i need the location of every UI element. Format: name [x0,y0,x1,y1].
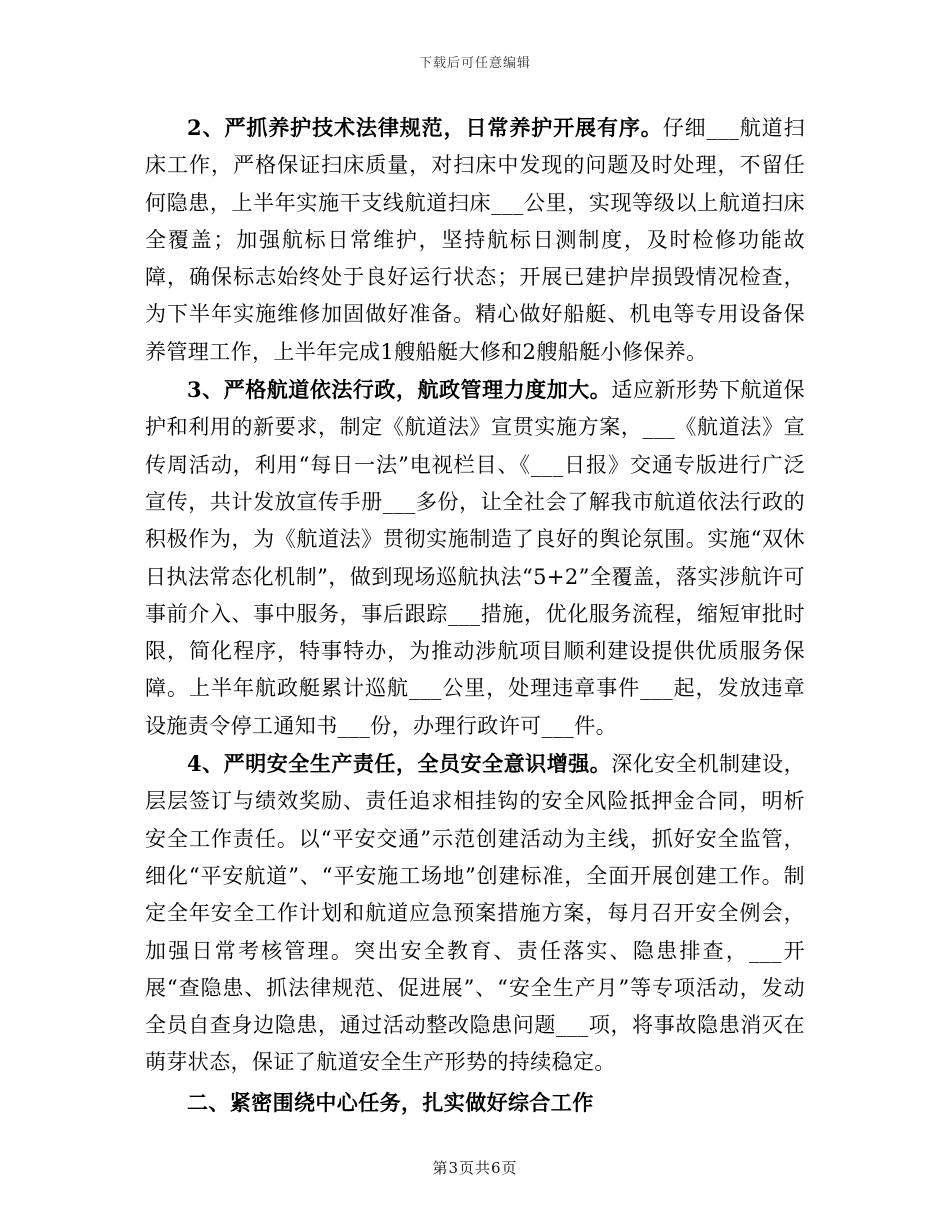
paragraph-text: 深化安全机制建设，层层签订与绩效奖励、责任追求相挂钩的安全风险抵押金合同，明析安全工作责任。以“平安交通”示范创建活动为主线，抓好安全监管，细化“平安航道”、“平安施工场地”创建标准，全面开展创建工作。制定全年安全工作计划和航道应急预案措施方案，每月召开安全例会，加强日常考核管理。突出安全教育、责任落实、隐患排查，___开展“查隐患、抓法律规范、促进展”、“安全生产月”等专项活动，发动全员自查身边隐患，通过活动整改隐患问题___项，将事故隐患消灭在萌芽状态，保证了航道安全生产形势的持续稳定。 [145,752,805,1075]
paragraph-administration [145,371,805,745]
paragraph-safety [145,745,805,1082]
paragraph-maintenance [145,109,805,371]
paragraph-lead: 2、严抓养护技术法律规范，日常养护开展有序。 [187,115,663,140]
paragraph-lead: 4、严明安全生产责任，全员安全意识增强。 [187,751,612,777]
document-body [145,109,805,1121]
paragraph-text: 仔细___航道扫床工作，严格保证扫床质量，对扫床中发现的问题及时处理，不留任何隐患，上半年实施干支线航道扫床___公里，实现等级以上航道扫床全覆盖；加强航标日常维护，坚持航标日测制度，及时检修功能故障，确保标志始终处于良好运行状态；开展已建护岸损毁情况检查，为下半年实施维修加固做好准备。精心做好船艇、机电等专用设备保养管理工作，上半年完成1艘船艇大修和2艘船艇小修保养。 [145,116,805,364]
paragraph-text: 适应新形势下航道保护和利用的新要求，制定《航道法》宣贯实施方案，___《航道法》宣传周活动，利用“每日一法”电视栏目、《___日报》交通专版进行广泛宣传，共计发放宣传手册___多份，让全社会了解我市航道依法行政的积极作为，为《航道法》贯彻实施制造了良好的舆论氛围。实施“双休日执法常态化机制”，做到现场巡航执法“5+2”全覆盖，落实涉航许可事前介入、事中服务，事后跟踪___措施，优化服务流程，缩短审批时限，简化程序，特事特办，为推动涉航项目顺利建设提供优质服务保障。上半年航政艇累计巡航___公里，处理违章事件___起，发放违章设施责令停工通知书___份，办理行政许可___件。 [145,378,805,738]
page-header-note: 下载后可任意编辑 [418,56,531,71]
paragraph-lead: 3、严格航道依法行政，航政管理力度加大。 [187,377,612,403]
section-heading: 二、紧密围绕中心任务，扎实做好综合工作 [187,1089,594,1115]
page-number: 第3页共6页 [432,1159,518,1177]
